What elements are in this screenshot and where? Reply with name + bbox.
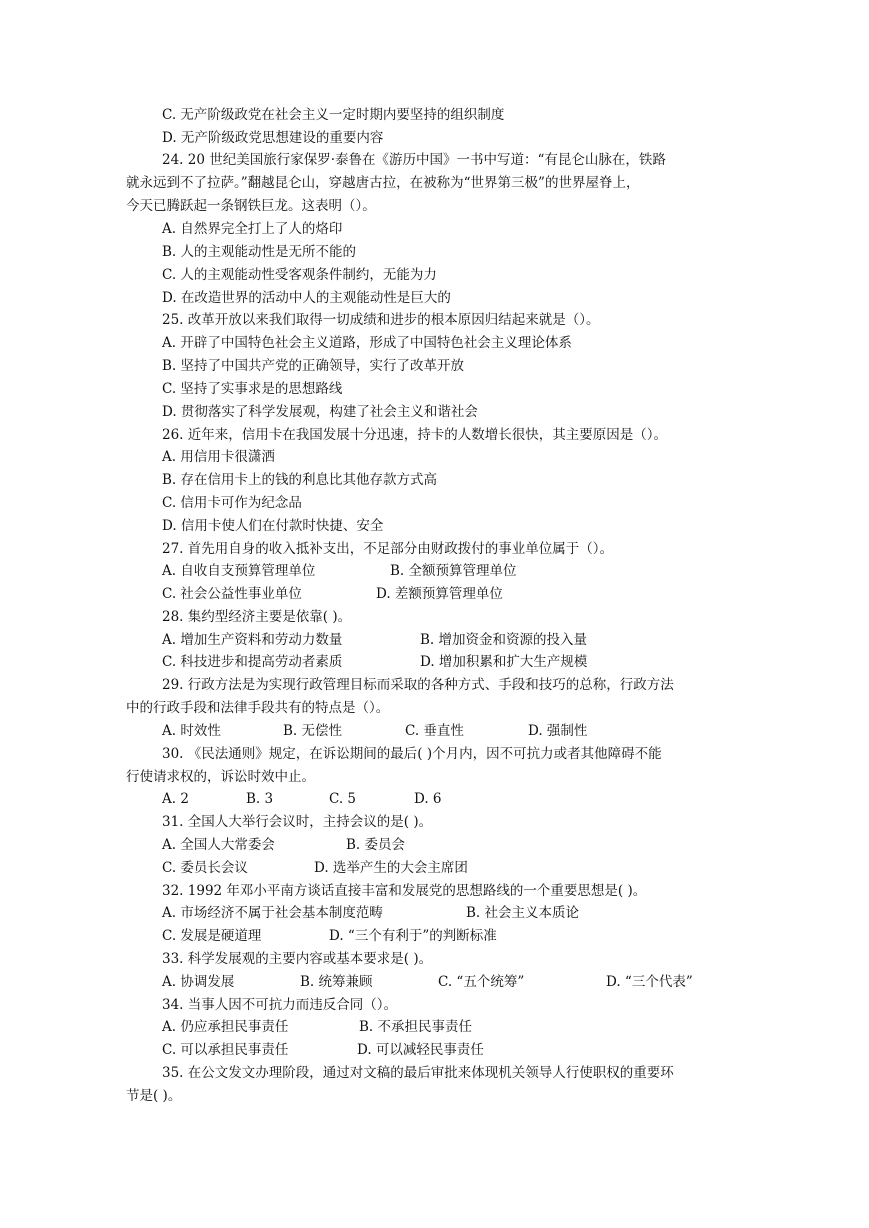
option-27b: B. 全额预算管理单位 (390, 563, 517, 579)
option-31a: A. 全国人大常委会 (162, 837, 275, 853)
options-30 (162, 790, 442, 808)
option-26a: A. 用信用卡很潇洒 (162, 449, 275, 465)
option-33d: D. “三个代表” (606, 974, 693, 990)
question-30-line-2: 行使请求权的，诉讼时效中止。 (126, 769, 315, 785)
question-33: 33. 科学发展观的主要内容或基本要求是( )。 (162, 951, 433, 967)
option-34a: A. 仍应承担民事责任 (162, 1019, 289, 1035)
question-26: 26. 近年来，信用卡在我国发展十分迅速，持卡的人数增长很快，其主要原因是（）。 (162, 427, 668, 443)
option-28d: D. 增加积累和扩大生产规模 (420, 654, 588, 670)
option-32c: C. 发展是硬道理 (162, 928, 262, 944)
question-32: 32. 1992 年邓小平南方谈话直接丰富和发展党的思想路线的一个重要思想是( )。 (162, 883, 647, 899)
question-29-line-2: 中的行政手段和法律手段共有的特点是（）。 (126, 700, 390, 716)
question-24-line-2: 就永远到不了拉萨。”翻越昆仑山，穿越唐古拉，在被称为“世界第三极”的世界屋脊上， (126, 175, 640, 191)
option-28c: C. 科技进步和提高劳动者素质 (162, 654, 343, 670)
question-30-line-1: 30. 《民法通则》规定，在诉讼期间的最后( )个月内，因不可抗力或者其他障碍不能 (162, 746, 662, 762)
question-29-line-1: 29. 行政方法是为实现行政管理目标而采取的各种方式、手段和技巧的总称，行政方法 (162, 677, 674, 693)
option-30a: A. 2 (162, 791, 189, 807)
question-24-line-3: 今天已腾跃起一条钢铁巨龙。这表明（）。 (126, 198, 376, 214)
options-27-row-2 (162, 585, 503, 603)
options-34-row-2 (162, 1041, 484, 1059)
question-35-line-1: 35. 在公文发文办理阶段，通过对文稿的最后审批来体现机关领导人行使职权的重要环 (162, 1065, 674, 1081)
options-31-row-2 (162, 859, 468, 877)
option-31c: C. 委员长会议 (162, 860, 248, 876)
options-28-row-1 (162, 631, 587, 649)
options-27-row-1 (162, 562, 517, 580)
option-29d: D. 强制性 (528, 723, 588, 739)
option-31b: B. 委员会 (346, 837, 406, 853)
option-33b: B. 统筹兼顾 (300, 974, 373, 990)
options-34-row-1 (162, 1018, 472, 1036)
option-31d: D. 选举产生的大会主席团 (314, 860, 468, 876)
option-32b: B. 社会主义本质论 (466, 905, 580, 921)
option-29b: B. 无偿性 (283, 723, 343, 739)
question-25: 25. 改革开放以来我们取得一切成绩和进步的根本原因归结起来就是（）。 (162, 312, 600, 328)
question-31: 31. 全国人大举行会议时，主持会议的是( )。 (162, 814, 433, 830)
option-23c: C. 无产阶级政党在社会主义一定时期内要坚持的组织制度 (162, 107, 505, 123)
option-27d: D. 差额预算管理单位 (376, 586, 503, 602)
option-23d: D. 无产阶级政党思想建设的重要内容 (162, 130, 384, 146)
option-29a: A. 时效性 (162, 723, 221, 739)
option-34d: D. 可以减轻民事责任 (357, 1042, 484, 1058)
option-30c: C. 5 (329, 791, 357, 807)
option-27a: A. 自收自支预算管理单位 (162, 563, 316, 579)
option-32a: A. 市场经济不属于社会基本制度范畴 (162, 905, 383, 921)
options-29 (162, 722, 587, 740)
option-33a: A. 协调发展 (162, 974, 235, 990)
question-35-line-2: 节是( )。 (126, 1088, 182, 1104)
option-29c: C. 垂直性 (405, 723, 464, 739)
option-25a: A. 开辟了中国特色社会主义道路，形成了中国特色社会主义理论体系 (162, 335, 572, 351)
option-30b: B. 3 (246, 791, 274, 807)
options-33 (162, 973, 693, 991)
option-34c: C. 可以承担民事责任 (162, 1042, 289, 1058)
option-28b: B. 增加资金和资源的投入量 (420, 632, 588, 648)
option-26d: D. 信用卡使人们在付款时快捷、安全 (162, 518, 384, 534)
question-28: 28. 集约型经济主要是依靠( )。 (162, 609, 352, 625)
option-27c: C. 社会公益性事业单位 (162, 586, 302, 602)
options-31-row-1 (162, 836, 405, 854)
question-27: 27. 首先用自身的收入抵补支出，不足部分由财政拨付的事业单位属于（）。 (162, 541, 614, 557)
option-32d: D. “三个有利于”的判断标准 (329, 928, 497, 944)
option-34b: B. 不承担民事责任 (359, 1019, 473, 1035)
option-24b: B. 人的主观能动性是无所不能的 (162, 244, 357, 260)
question-24-line-1: 24. 20 世纪美国旅行家保罗·泰鲁在《游历中国》一书中写道：“有昆仑山脉在，铁路 (162, 152, 666, 168)
options-32-row-2 (162, 927, 497, 945)
option-26c: C. 信用卡可作为纪念品 (162, 495, 302, 511)
option-25b: B. 坚持了中国共产党的正确领导，实行了改革开放 (162, 358, 465, 374)
option-24d: D. 在改造世界的活动中人的主观能动性是巨大的 (162, 290, 451, 306)
question-34: 34. 当事人因不可抗力而违反合同（）。 (162, 997, 398, 1013)
options-28-row-2 (162, 653, 587, 671)
option-28a: A. 增加生产资料和劳动力数量 (162, 632, 343, 648)
option-26b: B. 存在信用卡上的钱的利息比其他存款方式高 (162, 472, 438, 488)
option-33c: C. “五个统筹” (438, 974, 525, 990)
option-25c: C. 坚持了实事求是的思想路线 (162, 381, 343, 397)
option-30d: D. 6 (414, 791, 442, 807)
option-24c: C. 人的主观能动性受客观条件制约，无能为力 (162, 267, 437, 283)
option-24a: A. 自然界完全打上了人的烙印 (162, 221, 343, 237)
option-25d: D. 贯彻落实了科学发展观，构建了社会主义和谐社会 (162, 404, 478, 420)
options-32-row-1 (162, 904, 579, 922)
